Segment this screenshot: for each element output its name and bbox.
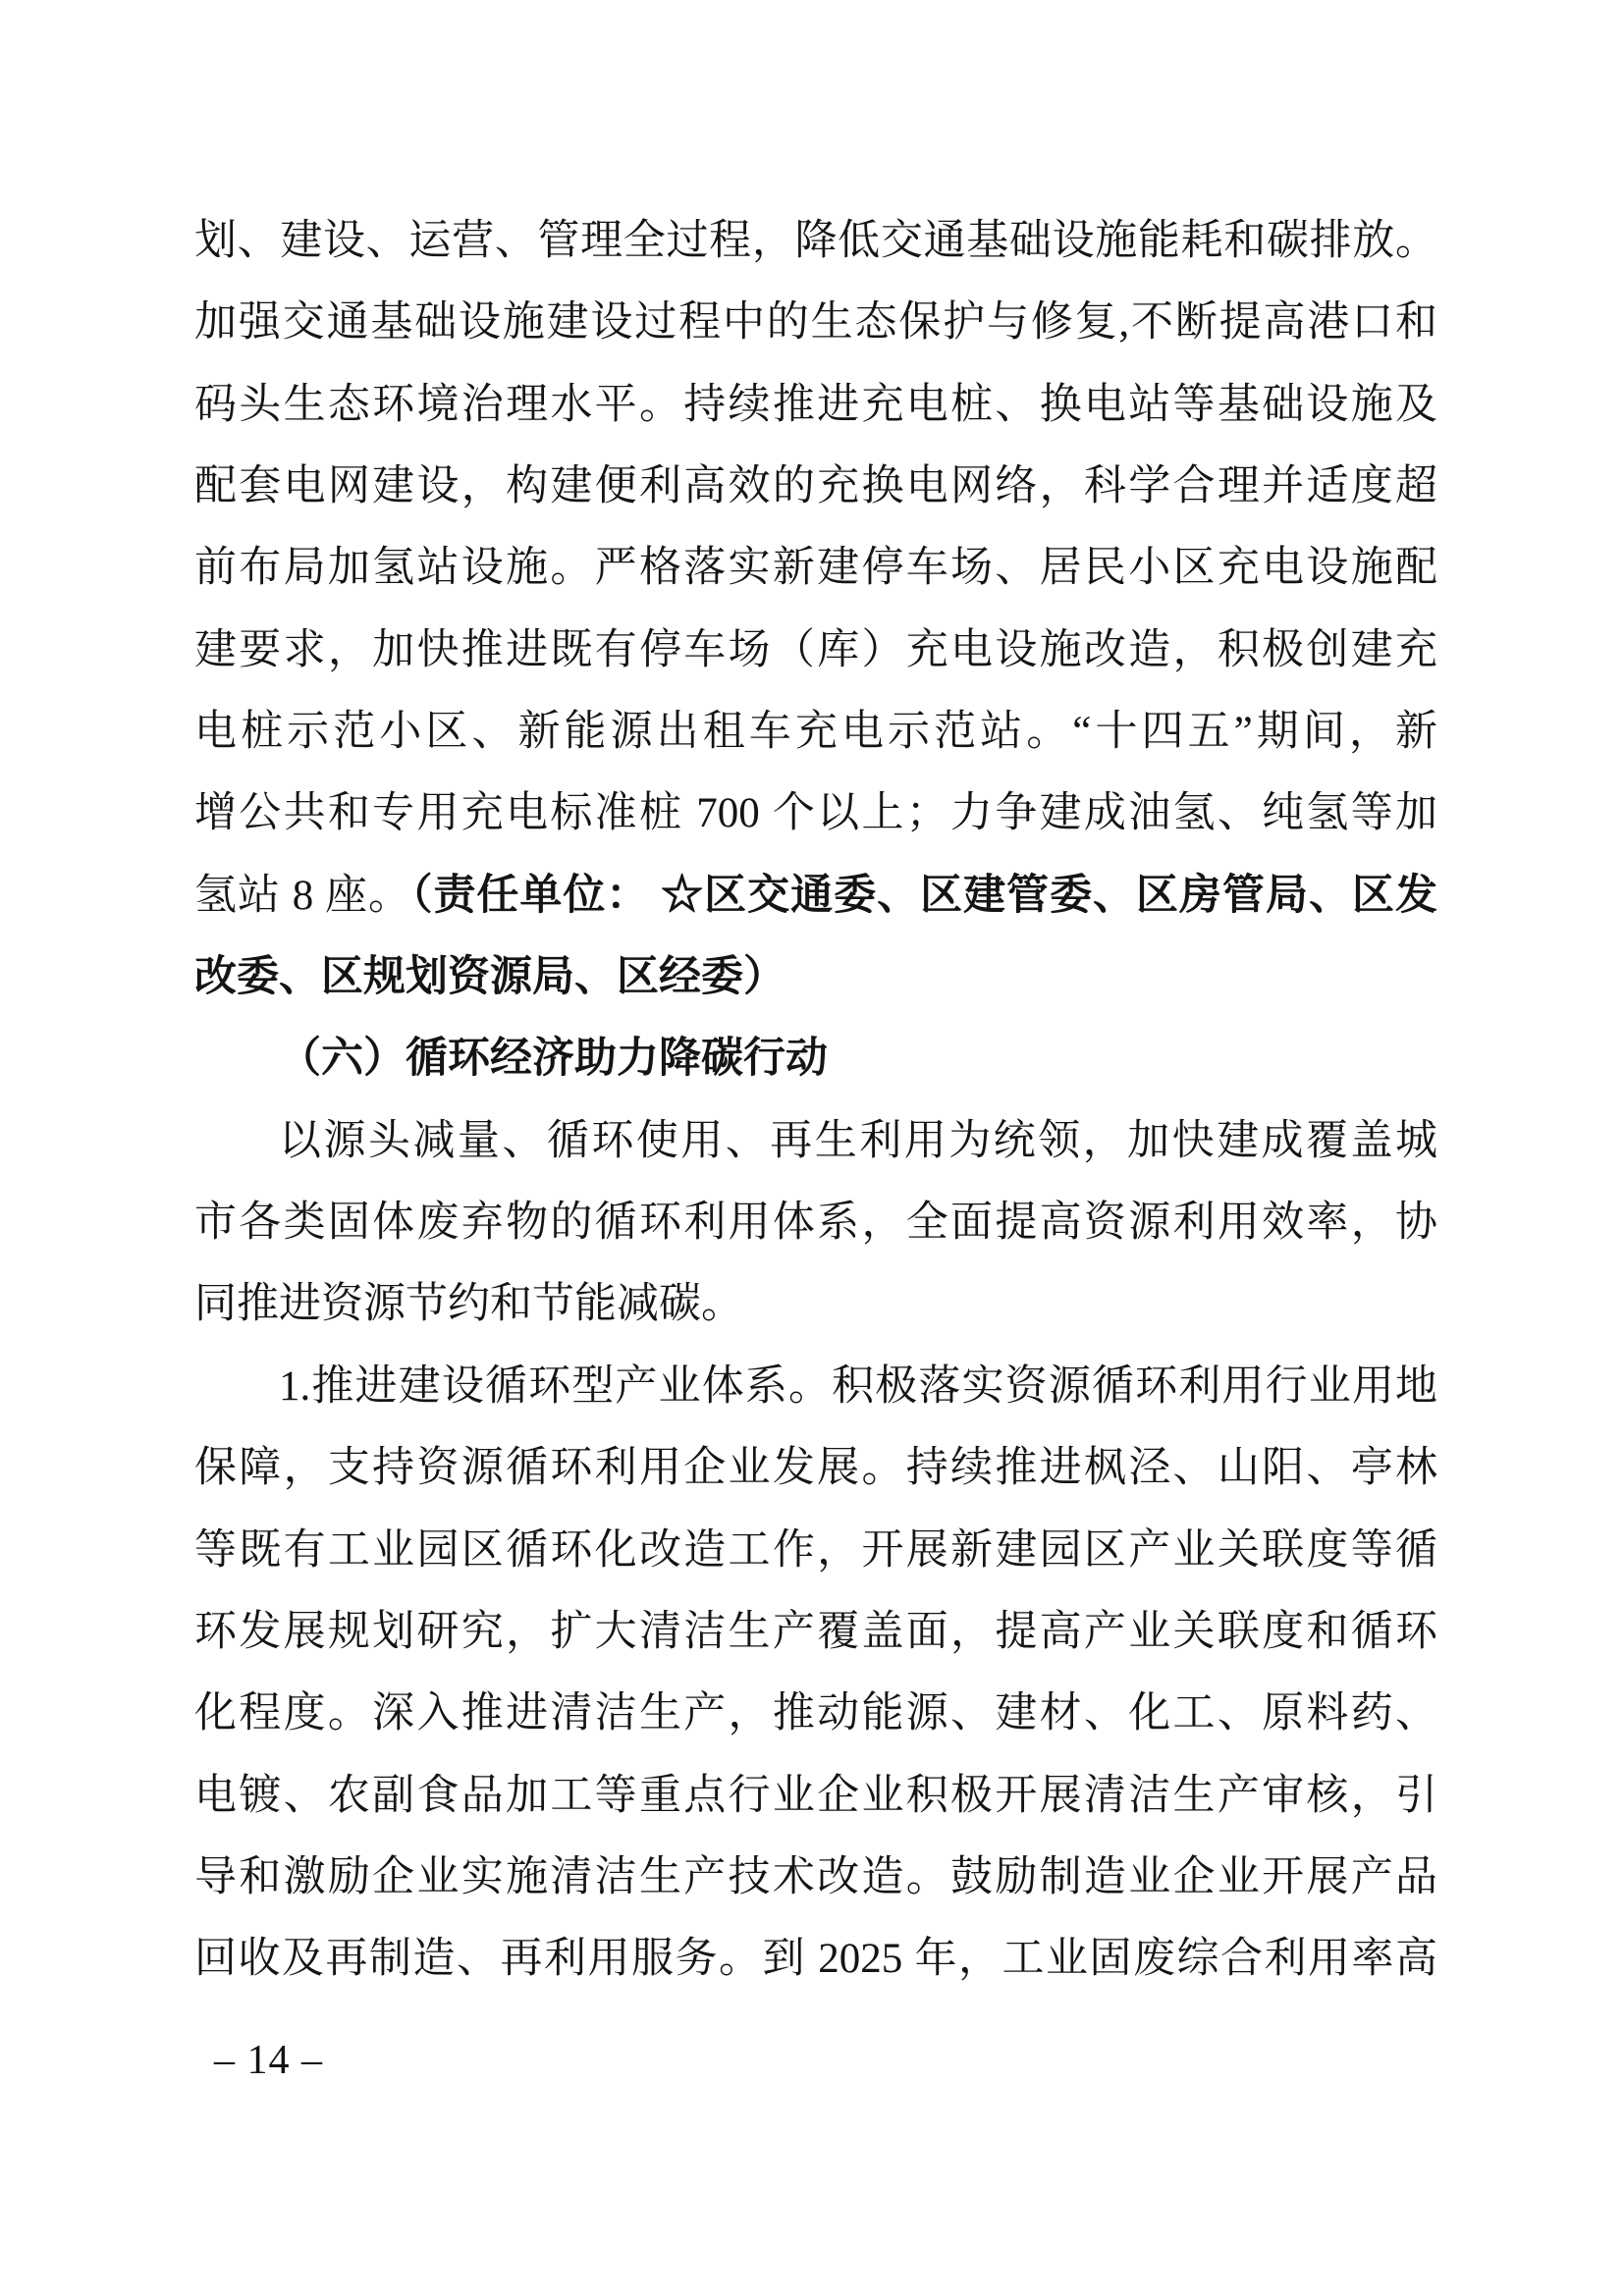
text-line	[194, 936, 1437, 1018]
body-run: 以源头减量、循环使用、再生利用为统领，加快建成覆盖城	[279, 1117, 1437, 1164]
body-run: 同推进资源节约和节能减碳。	[194, 1281, 743, 1328]
text-line	[194, 1918, 1437, 2000]
text-line	[194, 1591, 1437, 1673]
body-run: 建要求，加快推进既有停车场（库）充电设施改造，积极创建充	[194, 626, 1437, 673]
text-line	[194, 1182, 1437, 1263]
body-run: 氢站 8 座。	[194, 872, 411, 919]
text-line	[194, 610, 1437, 691]
body-run: 码头生态环境治理水平。持续推进充电桩、换电站等基础设施及	[194, 381, 1437, 428]
body-run: 电桩示范小区、新能源出租车充电示范站。“十四五”期间，新	[194, 709, 1437, 756]
text-line	[194, 1346, 1437, 1427]
body-run: 保障，支持资源循环利用企业发展。持续推进枫泾、山阳、亭林	[194, 1445, 1437, 1492]
body-run: 增公共和专用充电标准桩 700 个以上；力争建成油氢、纯氢等加	[194, 790, 1437, 837]
section-heading-run: （六）循环经济助力降碳行动	[279, 1036, 828, 1083]
text-line	[194, 773, 1437, 854]
text-line	[194, 527, 1437, 609]
body-run: 前布局加氢站设施。严格落实新建停车场、居民小区充电设施配	[194, 545, 1437, 592]
text-line	[194, 1427, 1437, 1509]
body-run: 划、建设、运营、管理全过程，降低交通基础设施能耗和碳排放。	[194, 218, 1437, 264]
body-run: 积极落实资源循环利用行业用地	[832, 1362, 1437, 1410]
text-line	[194, 691, 1437, 773]
body-run: 等既有工业园区循环化改造工作，开展新建园区产业关联度等循	[194, 1526, 1437, 1574]
responsibility-run: （责任单位： ☆区交通委、区建管委、区房管局、区发	[410, 872, 1438, 919]
text-line	[194, 446, 1437, 527]
text-line	[194, 200, 1437, 282]
body-run: 电镀、农副食品加工等重点行业企业积极开展清洁生产审核，引	[194, 1772, 1437, 1819]
text-line	[194, 1837, 1437, 1918]
body-run: 回收及再制造、再利用服务。到 2025 年，工业固废综合利用率高	[194, 1936, 1437, 1983]
body-run: 市各类固体废弃物的循环利用体系，全面提高资源利用效率，协	[194, 1200, 1437, 1247]
body-run: 加强交通基础设施建设过程中的生态保护与修复,不断提高港口和	[194, 299, 1437, 347]
text-line	[194, 1018, 1437, 1099]
text-line	[194, 282, 1437, 363]
body-run: 导和激励企业实施清洁生产技术改造。鼓励制造业企业开展产品	[194, 1853, 1437, 1900]
text-line	[194, 1755, 1437, 1837]
responsibility-run: 改委、区规划资源局、区经委）	[194, 954, 785, 1001]
text-line	[194, 855, 1437, 936]
text-line	[194, 1673, 1437, 1754]
page-number: – 14 –	[214, 2038, 323, 2083]
body-run: 环发展规划研究，扩大清洁生产覆盖面，提高产业关联度和循环	[194, 1608, 1437, 1655]
text-line	[194, 1263, 1437, 1345]
text-line	[194, 364, 1437, 446]
item-heading-run: 1.推进建设循环型产业体系。	[279, 1362, 833, 1410]
body-run: 化程度。深入推进清洁生产，推动能源、建材、化工、原料药、	[194, 1690, 1437, 1737]
body-run: 配套电网建设，构建便利高效的充换电网络，科学合理并适度超	[194, 463, 1437, 510]
document-body	[194, 200, 1437, 2001]
text-line	[194, 1100, 1437, 1182]
text-line	[194, 1510, 1437, 1591]
